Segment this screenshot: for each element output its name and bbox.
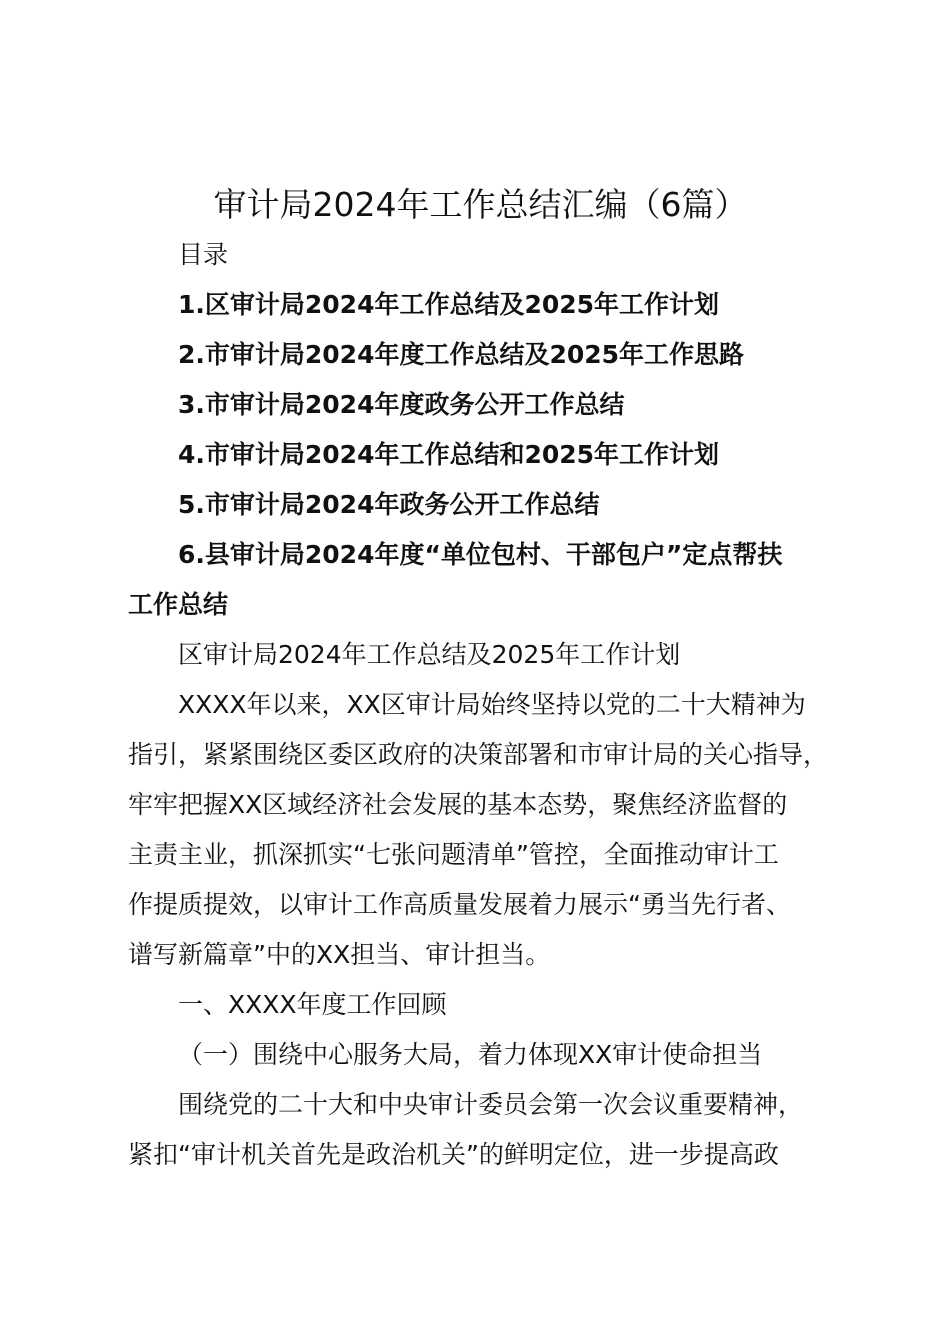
section-heading-1: 一、XXXX年度工作回顾 [178,990,447,1019]
toc-item-4[interactable]: 4.市审计局2024年工作总结和2025年工作计划 [178,440,720,469]
article-title: 区审计局2024年工作总结及2025年工作计划 [178,640,681,669]
paragraph-1-line-5: 作提质提效，以审计工作高质量发展着力展示“勇当先行者、 [128,890,791,919]
document-title: 审计局2024年工作总结汇编（6篇） [213,185,748,224]
toc-item-1[interactable]: 1.区审计局2024年工作总结及2025年工作计划 [178,290,720,319]
toc-item-6[interactable]: 6.县审计局2024年度“单位包村、干部包户”定点帮扶 [178,540,783,569]
paragraph-1-line-3: 牢牢把握XX区域经济社会发展的基本态势，聚焦经济监督的 [128,790,788,819]
paragraph-1-line-6: 谱写新篇章”中的XX担当、审计担当。 [128,940,551,969]
subsection-heading-1: （一）围绕中心服务大局，着力体现XX审计使命担当 [178,1040,763,1069]
toc-item-2[interactable]: 2.市审计局2024年度工作总结及2025年工作思路 [178,340,745,369]
toc-item-6-continuation[interactable]: 工作总结 [128,590,229,619]
paragraph-2-line-1: 围绕党的二十大和中央审计委员会第一次会议重要精神， [178,1090,804,1119]
paragraph-2-line-2: 紧扣“审计机关首先是政治机关”的鲜明定位，进一步提高政 [128,1140,779,1169]
toc-heading: 目录 [178,240,229,269]
paragraph-1-line-2: 指引，紧紧围绕区委区政府的决策部署和市审计局的关心指导， [128,740,829,769]
toc-item-3[interactable]: 3.市审计局2024年度政务公开工作总结 [178,390,625,419]
paragraph-1-line-1: XXXX年以来，XX区审计局始终坚持以党的二十大精神为 [178,690,806,719]
paragraph-1-line-4: 主责主业，抓深抓实“七张问题清单”管控，全面推动审计工 [128,840,779,869]
toc-item-5[interactable]: 5.市审计局2024年政务公开工作总结 [178,490,600,519]
